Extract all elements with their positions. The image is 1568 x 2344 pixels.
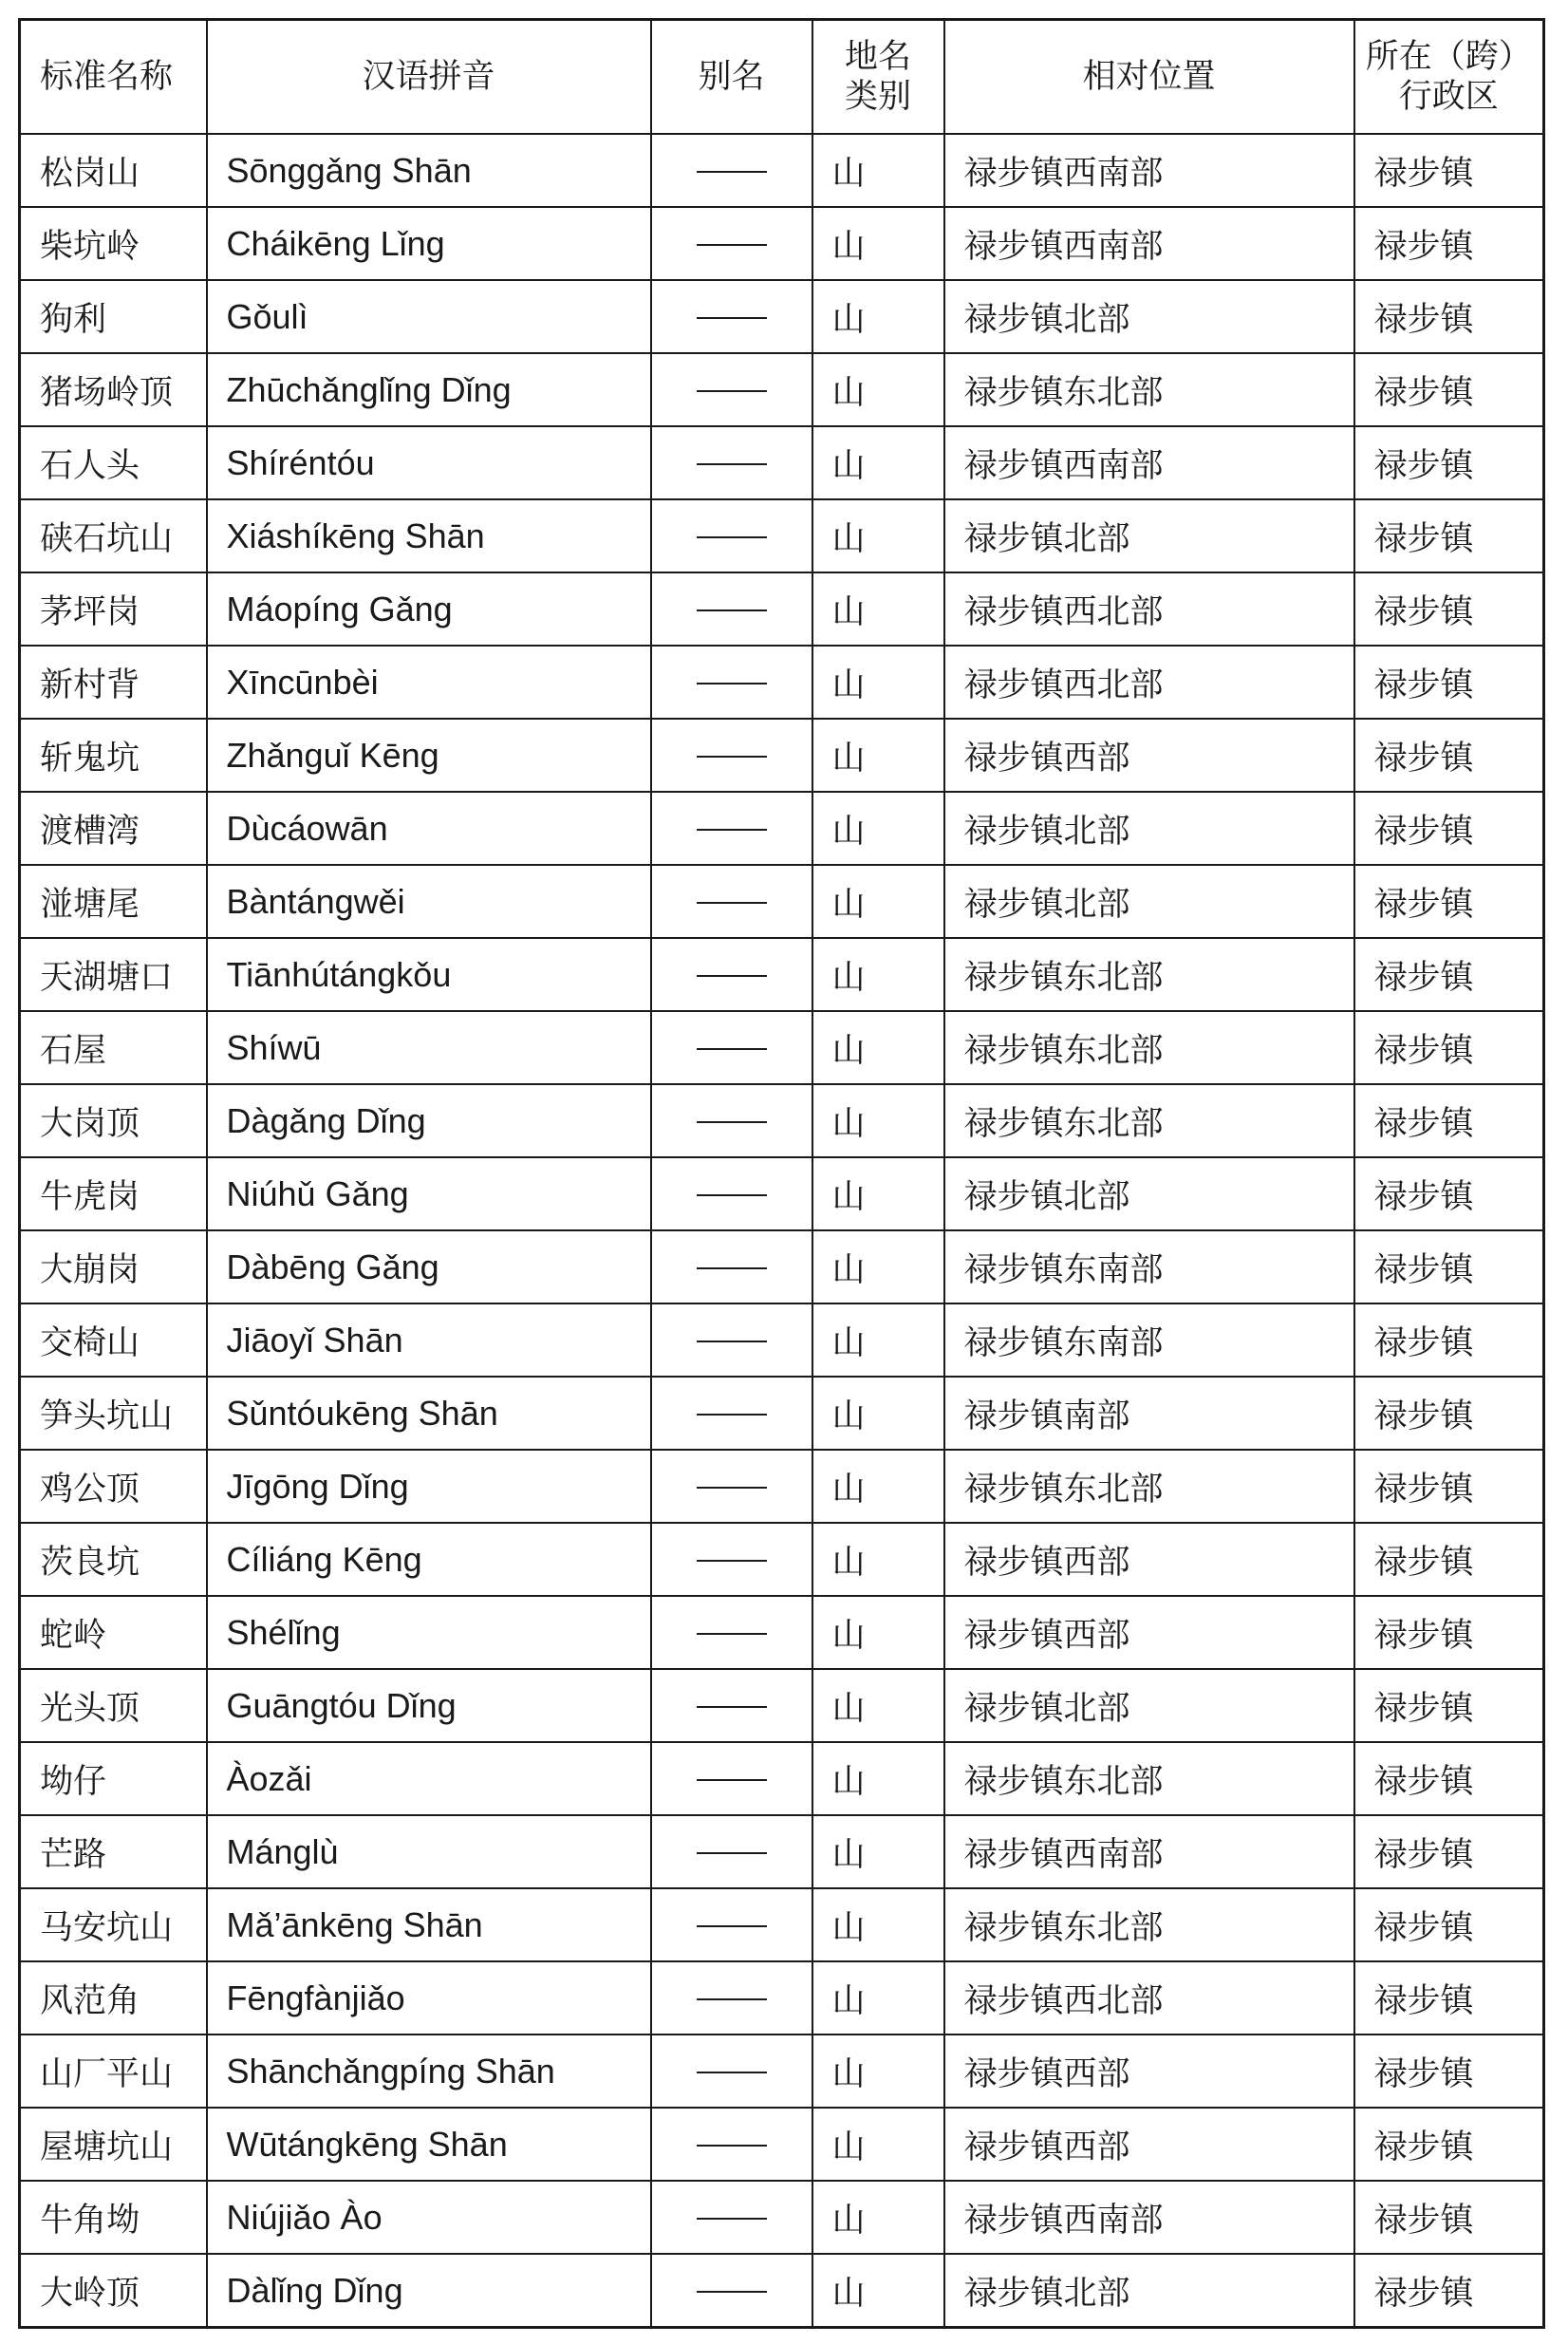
- cell-standard-name: 大岗顶: [20, 1084, 207, 1157]
- cell-alias: [651, 646, 812, 719]
- cell-district: 禄步镇: [1354, 1961, 1544, 2035]
- alias-dash: [697, 1633, 767, 1635]
- cell-alias: [651, 2108, 812, 2181]
- cell-district: 禄步镇: [1354, 1230, 1544, 1303]
- cell-standard-name: 石人头: [20, 426, 207, 499]
- cell-alias: [651, 865, 812, 938]
- cell-district: 禄步镇: [1354, 1084, 1544, 1157]
- cell-relative-position: 禄步镇西南部: [944, 134, 1354, 207]
- alias-dash: [697, 1779, 767, 1781]
- table-row: [20, 207, 1544, 280]
- cell-category: 山: [812, 1230, 944, 1303]
- cell-category: 山: [812, 1157, 944, 1230]
- cell-alias: [651, 1669, 812, 1742]
- cell-standard-name: 大岭顶: [20, 2254, 207, 2328]
- cell-relative-position: 禄步镇东南部: [944, 1303, 1354, 1377]
- cell-relative-position: 禄步镇西部: [944, 2035, 1354, 2108]
- cell-standard-name: 风范角: [20, 1961, 207, 2035]
- cell-relative-position: 禄步镇西北部: [944, 572, 1354, 646]
- table-row: [20, 646, 1544, 719]
- cell-pinyin: Guāngtóu Dǐng: [207, 1669, 651, 1742]
- cell-relative-position: 禄步镇东北部: [944, 1450, 1354, 1523]
- alias-dash: [697, 609, 767, 611]
- cell-standard-name: 坳仔: [20, 1742, 207, 1815]
- table-row: [20, 426, 1544, 499]
- cell-category: 山: [812, 353, 944, 426]
- cell-pinyin: Dàlǐng Dǐng: [207, 2254, 651, 2328]
- cell-standard-name: 硖石坑山: [20, 499, 207, 572]
- alias-dash: [697, 390, 767, 392]
- cell-pinyin: Tiānhútángkǒu: [207, 938, 651, 1011]
- cell-pinyin: Zhǎnguǐ Kēng: [207, 719, 651, 792]
- cell-relative-position: 禄步镇北部: [944, 499, 1354, 572]
- table-row: [20, 499, 1544, 572]
- cell-alias: [651, 1523, 812, 1596]
- cell-pinyin: Xīncūnbèi: [207, 646, 651, 719]
- cell-pinyin: Jiāoyǐ Shān: [207, 1303, 651, 1377]
- table-row: [20, 572, 1544, 646]
- table-header: [20, 20, 1544, 135]
- cell-standard-name: 柴坑岭: [20, 207, 207, 280]
- cell-category: 山: [812, 1011, 944, 1084]
- cell-category: 山: [812, 865, 944, 938]
- cell-standard-name: 松岗山: [20, 134, 207, 207]
- cell-category: 山: [812, 1084, 944, 1157]
- cell-district: 禄步镇: [1354, 2108, 1544, 2181]
- cell-relative-position: 禄步镇北部: [944, 1157, 1354, 1230]
- header-row: [20, 20, 1544, 135]
- header-alias: 别名: [651, 20, 812, 135]
- table-row: [20, 353, 1544, 426]
- header-standard-name: 标准名称: [20, 20, 207, 135]
- table-row: [20, 1669, 1544, 1742]
- cell-category: 山: [812, 2181, 944, 2254]
- cell-alias: [651, 1377, 812, 1450]
- cell-relative-position: 禄步镇东北部: [944, 1888, 1354, 1961]
- cell-alias: [651, 1815, 812, 1888]
- table-row: [20, 1084, 1544, 1157]
- cell-standard-name: 山厂平山: [20, 2035, 207, 2108]
- cell-district: 禄步镇: [1354, 1377, 1544, 1450]
- table-row: [20, 1888, 1544, 1961]
- cell-category: 山: [812, 938, 944, 1011]
- cell-alias: [651, 572, 812, 646]
- cell-relative-position: 禄步镇南部: [944, 1377, 1354, 1450]
- cell-district: 禄步镇: [1354, 646, 1544, 719]
- cell-alias: [651, 938, 812, 1011]
- alias-dash: [697, 2072, 767, 2073]
- alias-dash: [697, 1487, 767, 1489]
- alias-dash: [697, 1121, 767, 1123]
- table-body: [20, 134, 1544, 2328]
- cell-standard-name: 猪场岭顶: [20, 353, 207, 426]
- cell-alias: [651, 1011, 812, 1084]
- cell-pinyin: Cíliáng Kēng: [207, 1523, 651, 1596]
- cell-alias: [651, 1084, 812, 1157]
- table-row: [20, 1961, 1544, 2035]
- cell-standard-name: 光头顶: [20, 1669, 207, 1742]
- cell-alias: [651, 2035, 812, 2108]
- cell-alias: [651, 1303, 812, 1377]
- cell-pinyin: Dàgǎng Dǐng: [207, 1084, 651, 1157]
- header-pinyin: 汉语拼音: [207, 20, 651, 135]
- cell-alias: [651, 499, 812, 572]
- cell-relative-position: 禄步镇北部: [944, 2254, 1354, 2328]
- table-row: [20, 134, 1544, 207]
- cell-relative-position: 禄步镇西南部: [944, 2181, 1354, 2254]
- cell-category: 山: [812, 1888, 944, 1961]
- cell-alias: [651, 134, 812, 207]
- cell-relative-position: 禄步镇东北部: [944, 353, 1354, 426]
- cell-district: 禄步镇: [1354, 938, 1544, 1011]
- alias-dash: [697, 1706, 767, 1708]
- cell-alias: [651, 719, 812, 792]
- cell-alias: [651, 1961, 812, 2035]
- cell-district: 禄步镇: [1354, 499, 1544, 572]
- alias-dash: [697, 171, 767, 173]
- cell-pinyin: Máopíng Gǎng: [207, 572, 651, 646]
- cell-category: 山: [812, 2108, 944, 2181]
- cell-alias: [651, 1230, 812, 1303]
- table-row: [20, 2254, 1544, 2328]
- header-relative-position: 相对位置: [944, 20, 1354, 135]
- cell-relative-position: 禄步镇西南部: [944, 207, 1354, 280]
- cell-district: 禄步镇: [1354, 1742, 1544, 1815]
- cell-pinyin: Mǎ’ānkēng Shān: [207, 1888, 651, 1961]
- cell-relative-position: 禄步镇北部: [944, 280, 1354, 353]
- cell-alias: [651, 426, 812, 499]
- cell-category: 山: [812, 1742, 944, 1815]
- cell-relative-position: 禄步镇东北部: [944, 1742, 1354, 1815]
- cell-standard-name: 蛇岭: [20, 1596, 207, 1669]
- cell-district: 禄步镇: [1354, 207, 1544, 280]
- table-row: [20, 1303, 1544, 1377]
- cell-relative-position: 禄步镇北部: [944, 865, 1354, 938]
- alias-dash: [697, 975, 767, 977]
- cell-pinyin: Fēngfànjiǎo: [207, 1961, 651, 2035]
- cell-pinyin: Sǔntóukēng Shān: [207, 1377, 651, 1450]
- alias-dash: [697, 1048, 767, 1050]
- cell-district: 禄步镇: [1354, 134, 1544, 207]
- cell-district: 禄步镇: [1354, 2035, 1544, 2108]
- cell-district: 禄步镇: [1354, 792, 1544, 865]
- cell-pinyin: Niújiǎo Ào: [207, 2181, 651, 2254]
- cell-relative-position: 禄步镇东北部: [944, 938, 1354, 1011]
- cell-standard-name: 笋头坑山: [20, 1377, 207, 1450]
- cell-category: 山: [812, 1523, 944, 1596]
- cell-district: 禄步镇: [1354, 572, 1544, 646]
- table-row: [20, 2108, 1544, 2181]
- cell-district: 禄步镇: [1354, 1523, 1544, 1596]
- cell-pinyin: Niúhǔ Gǎng: [207, 1157, 651, 1230]
- cell-category: 山: [812, 134, 944, 207]
- cell-category: 山: [812, 1815, 944, 1888]
- table-row: [20, 1596, 1544, 1669]
- alias-dash: [697, 2218, 767, 2220]
- cell-pinyin: Bàntángwěi: [207, 865, 651, 938]
- cell-category: 山: [812, 1303, 944, 1377]
- cell-category: 山: [812, 426, 944, 499]
- cell-alias: [651, 280, 812, 353]
- cell-relative-position: 禄步镇西南部: [944, 426, 1354, 499]
- alias-dash: [697, 1341, 767, 1342]
- alias-dash: [697, 902, 767, 904]
- cell-relative-position: 禄步镇东北部: [944, 1084, 1354, 1157]
- table-row: [20, 1450, 1544, 1523]
- table-row: [20, 792, 1544, 865]
- cell-standard-name: 石屋: [20, 1011, 207, 1084]
- table-row: [20, 865, 1544, 938]
- cell-standard-name: 湴塘尾: [20, 865, 207, 938]
- table-row: [20, 1230, 1544, 1303]
- cell-category: 山: [812, 572, 944, 646]
- cell-relative-position: 禄步镇东北部: [944, 1011, 1354, 1084]
- cell-relative-position: 禄步镇西南部: [944, 1815, 1354, 1888]
- cell-district: 禄步镇: [1354, 2181, 1544, 2254]
- cell-relative-position: 禄步镇西部: [944, 1596, 1354, 1669]
- cell-category: 山: [812, 207, 944, 280]
- cell-district: 禄步镇: [1354, 1669, 1544, 1742]
- cell-relative-position: 禄步镇东南部: [944, 1230, 1354, 1303]
- cell-pinyin: Àozǎi: [207, 1742, 651, 1815]
- cell-alias: [651, 1157, 812, 1230]
- cell-standard-name: 鸡公顶: [20, 1450, 207, 1523]
- alias-dash: [697, 2291, 767, 2293]
- cell-category: 山: [812, 499, 944, 572]
- cell-pinyin: Dàbēng Gǎng: [207, 1230, 651, 1303]
- cell-alias: [651, 207, 812, 280]
- cell-pinyin: Mánglù: [207, 1815, 651, 1888]
- cell-pinyin: Shānchǎngpíng Shān: [207, 2035, 651, 2108]
- cell-district: 禄步镇: [1354, 865, 1544, 938]
- cell-alias: [651, 1450, 812, 1523]
- cell-standard-name: 屋塘坑山: [20, 2108, 207, 2181]
- alias-dash: [697, 1852, 767, 1854]
- cell-pinyin: Shélǐng: [207, 1596, 651, 1669]
- cell-district: 禄步镇: [1354, 426, 1544, 499]
- cell-standard-name: 大崩岗: [20, 1230, 207, 1303]
- cell-district: 禄步镇: [1354, 280, 1544, 353]
- cell-relative-position: 禄步镇西部: [944, 719, 1354, 792]
- cell-category: 山: [812, 2254, 944, 2328]
- cell-category: 山: [812, 1961, 944, 2035]
- cell-pinyin: Gǒulì: [207, 280, 651, 353]
- cell-standard-name: 天湖塘口: [20, 938, 207, 1011]
- cell-alias: [651, 792, 812, 865]
- alias-dash: [697, 536, 767, 538]
- cell-district: 禄步镇: [1354, 1888, 1544, 1961]
- cell-alias: [651, 2254, 812, 2328]
- alias-dash: [697, 683, 767, 684]
- cell-pinyin: Cháikēng Lǐng: [207, 207, 651, 280]
- cell-district: 禄步镇: [1354, 1815, 1544, 1888]
- cell-alias: [651, 1596, 812, 1669]
- cell-standard-name: 马安坑山: [20, 1888, 207, 1961]
- cell-relative-position: 禄步镇西部: [944, 1523, 1354, 1596]
- alias-dash: [697, 1267, 767, 1269]
- cell-relative-position: 禄步镇西北部: [944, 1961, 1354, 2035]
- table-row: [20, 719, 1544, 792]
- cell-category: 山: [812, 646, 944, 719]
- table-row: [20, 1742, 1544, 1815]
- cell-category: 山: [812, 719, 944, 792]
- cell-district: 禄步镇: [1354, 2254, 1544, 2328]
- alias-dash: [697, 1998, 767, 2000]
- cell-relative-position: 禄步镇北部: [944, 1669, 1354, 1742]
- cell-relative-position: 禄步镇西部: [944, 2108, 1354, 2181]
- cell-standard-name: 茅坪岗: [20, 572, 207, 646]
- cell-standard-name: 狗利: [20, 280, 207, 353]
- cell-alias: [651, 353, 812, 426]
- alias-dash: [697, 1925, 767, 1927]
- header-category: 地名 类别: [812, 20, 944, 135]
- cell-category: 山: [812, 1669, 944, 1742]
- place-name-table: [18, 18, 1545, 2329]
- cell-alias: [651, 1742, 812, 1815]
- table-row: [20, 2035, 1544, 2108]
- header-district: 所在（跨） 行政区: [1354, 20, 1544, 135]
- cell-category: 山: [812, 2035, 944, 2108]
- cell-pinyin: Shíwū: [207, 1011, 651, 1084]
- cell-pinyin: Xiáshíkēng Shān: [207, 499, 651, 572]
- table-row: [20, 1523, 1544, 1596]
- cell-district: 禄步镇: [1354, 1157, 1544, 1230]
- cell-relative-position: 禄步镇北部: [944, 792, 1354, 865]
- table-row: [20, 1815, 1544, 1888]
- table-row: [20, 1011, 1544, 1084]
- cell-category: 山: [812, 1450, 944, 1523]
- cell-alias: [651, 2181, 812, 2254]
- cell-alias: [651, 1888, 812, 1961]
- alias-dash: [697, 317, 767, 319]
- cell-pinyin: Sōnggǎng Shān: [207, 134, 651, 207]
- cell-district: 禄步镇: [1354, 1450, 1544, 1523]
- cell-pinyin: Shíréntóu: [207, 426, 651, 499]
- cell-standard-name: 牛角坳: [20, 2181, 207, 2254]
- cell-category: 山: [812, 1596, 944, 1669]
- alias-dash: [697, 1194, 767, 1196]
- cell-standard-name: 茨良坑: [20, 1523, 207, 1596]
- table-row: [20, 2181, 1544, 2254]
- alias-dash: [697, 1560, 767, 1562]
- cell-standard-name: 渡槽湾: [20, 792, 207, 865]
- cell-category: 山: [812, 1377, 944, 1450]
- cell-relative-position: 禄步镇西北部: [944, 646, 1354, 719]
- cell-district: 禄步镇: [1354, 1303, 1544, 1377]
- alias-dash: [697, 463, 767, 465]
- table-row: [20, 1157, 1544, 1230]
- table-row: [20, 938, 1544, 1011]
- cell-district: 禄步镇: [1354, 1596, 1544, 1669]
- cell-standard-name: 斩鬼坑: [20, 719, 207, 792]
- cell-standard-name: 牛虎岗: [20, 1157, 207, 1230]
- cell-standard-name: 新村背: [20, 646, 207, 719]
- cell-district: 禄步镇: [1354, 353, 1544, 426]
- cell-pinyin: Jīgōng Dǐng: [207, 1450, 651, 1523]
- alias-dash: [697, 244, 767, 246]
- alias-dash: [697, 1414, 767, 1416]
- cell-pinyin: Wūtángkēng Shān: [207, 2108, 651, 2181]
- alias-dash: [697, 756, 767, 758]
- cell-pinyin: Dùcáowān: [207, 792, 651, 865]
- alias-dash: [697, 2145, 767, 2147]
- cell-pinyin: Zhūchǎnglǐng Dǐng: [207, 353, 651, 426]
- cell-category: 山: [812, 792, 944, 865]
- cell-district: 禄步镇: [1354, 1011, 1544, 1084]
- alias-dash: [697, 829, 767, 831]
- table-row: [20, 1377, 1544, 1450]
- table-row: [20, 280, 1544, 353]
- cell-standard-name: 交椅山: [20, 1303, 207, 1377]
- cell-category: 山: [812, 280, 944, 353]
- cell-district: 禄步镇: [1354, 719, 1544, 792]
- cell-standard-name: 芒路: [20, 1815, 207, 1888]
